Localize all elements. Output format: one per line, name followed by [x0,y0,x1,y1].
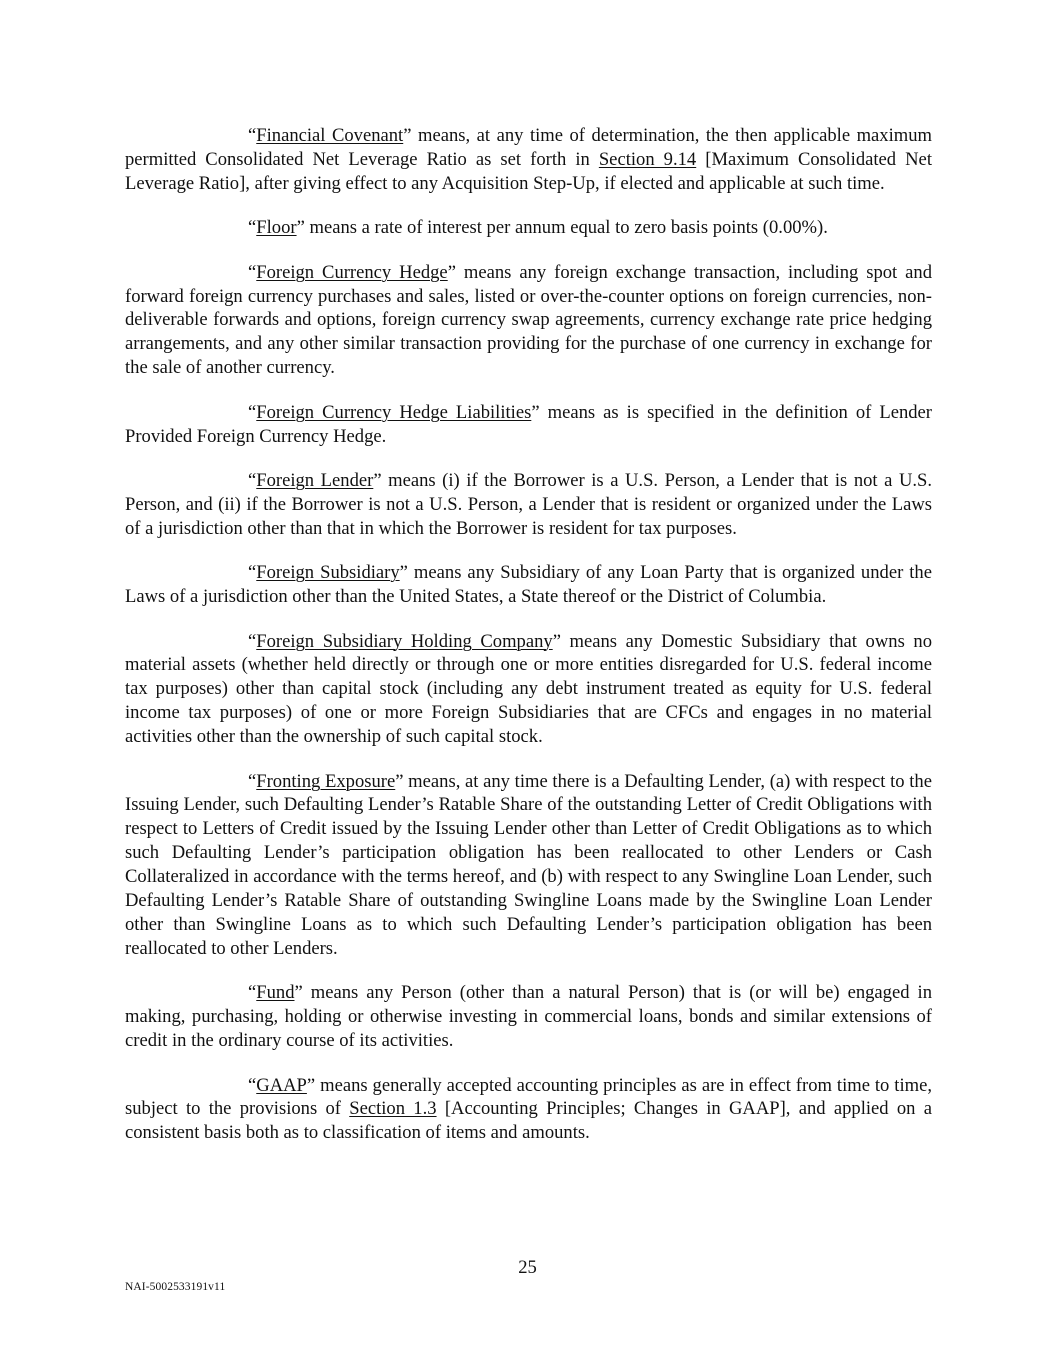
defined-term: Fund [256,982,295,1004]
definition-gaap [125,1074,932,1146]
section-reference: Section 1.3 [349,1098,437,1120]
defined-term: Foreign Currency Hedge Liabilities [256,401,532,423]
definition-text: means any Subsidiary of any Loan Party that is organized under the Laws of a jurisdiction other than the United States, a State thereof or the District of Columbia. [125,562,932,608]
close-quote: ” [403,125,412,146]
definition-foreign-currency-hedge [125,261,932,381]
open-quote: “ [248,770,257,792]
definition-text: means any foreign exchange transaction, including spot and forward foreign currency purchases and sales, listed or over-the-counter options on foreign currencies, non-deliverable forwards and options, foreign currency swap agreements, currency exchange rate price hedging arrangements, and any other similar transaction providing for the purchase of one currency in exchange for the sale of another currency. [125,261,932,379]
definition-text: means any Domestic Subsidiary that owns no material assets (whether held directly or through one or more entities disregarded for U.S. federal income tax purposes) other than capital stock (including any debt instrument treated as equity for U.S. federal income tax purposes) of one or more Foreign Subsidiaries that are CFCs and engages in no material activities other than the ownership of such capital stock. [125,630,932,748]
definition-foreign-currency-hedge-liabilities [125,401,932,449]
definition-text: means as is specified in the definition of Lender Provided Foreign Currency Hedge. [125,401,932,447]
open-quote: “ [248,982,257,1004]
open-quote: “ [248,469,257,491]
definition-text: means a rate of interest per annum equal to zero basis points (0.00%). [304,217,828,239]
defined-term: Foreign Subsidiary [256,562,400,584]
definition-text: means, at any time of determination, the then applicable maximum permitted Consolidated Net Leverage Ratio as set forth in [125,125,932,170]
close-quote: ” [447,261,456,283]
definition-text: means, at any time there is a Defaulting Lender, (a) with respect to the Issuing Lender, such Defaulting Lender’s Ratable Share of the outstanding Letter of Credit Obligations with respect to Letters of Credit issued by the Issuing Lender other than Letter of Credit Obligations as to which such Defaulting Lender’s participation obligation has been reallocated to other Lenders or Cash Collateralized in accordance with the terms hereof, and (b) with respect to any Swingline Loan Lender, such Defaulting Lender’s Ratable Share of outstanding Swingline Loans made by the Swingline Loan Lender other than Swingline Loans as to which such Defaulting Lender’s participation obligation has been reallocated to other Lenders. [125,770,932,959]
open-quote: “ [248,562,257,584]
close-quote: ” [399,562,408,584]
open-quote: “ [248,125,257,146]
definition-foreign-subsidiary-holding-company [125,630,932,750]
definition-fronting-exposure [125,770,932,961]
defined-term: Fronting Exposure [256,770,396,792]
definition-floor [125,216,932,240]
definition-text-cont: [Maximum Consolidated Net Leverage Ratio], after giving effect to any Acquisition Step-Up, if elected and applicable at such time. [125,148,932,194]
close-quote: ” [306,1074,316,1096]
definition-foreign-subsidiary [125,561,932,609]
open-quote: “ [248,630,257,652]
definition-fund [125,981,932,1053]
open-quote: “ [248,261,257,283]
document-id: NAI-5002533191v11 [125,1281,226,1293]
definition-foreign-lender [125,469,932,541]
close-quote: ” [373,469,382,491]
document-body [125,124,932,1166]
defined-term: Foreign Lender [256,469,374,491]
defined-term: Floor [256,217,297,239]
close-quote: ” [552,630,561,652]
definition-text: means generally accepted accounting principles as are in effect from time to time, subject to the provisions of [125,1074,932,1120]
open-quote: “ [248,401,257,423]
close-quote: ” [531,401,540,423]
open-quote: “ [248,217,257,239]
close-quote: ” [294,982,303,1004]
page-number: 25 [518,1257,537,1278]
definition-text: means any Person (other than a natural Person) that is (or will be) engaged in making, purchasing, holding or otherwise investing in commercial loans, bonds and similar extensions of credit in the ordinary course of its activities. [125,982,932,1052]
defined-term: Financial Covenant [256,125,404,146]
definition-text: means (i) if the Borrower is a U.S. Person, a Lender that is not a U.S. Person, and (ii) if the Borrower is not a U.S. Person, a Lender that is resident or organized under the Laws of a jurisdiction other than that in which the Borrower is resident for tax purposes. [125,469,933,539]
open-quote: “ [248,1074,257,1096]
definition-text-cont: [Accounting Principles; Changes in GAAP], and applied on a consistent basis both as to classification of items and amounts. [125,1098,932,1144]
close-quote: ” [296,217,305,239]
close-quote: ” [395,770,404,792]
section-reference: Section 9.14 [598,148,697,170]
defined-term: Foreign Currency Hedge [256,261,448,283]
definition-financial-covenant [125,124,932,196]
defined-term: Foreign Subsidiary Holding Company [256,630,553,652]
defined-term: GAAP [256,1074,307,1096]
